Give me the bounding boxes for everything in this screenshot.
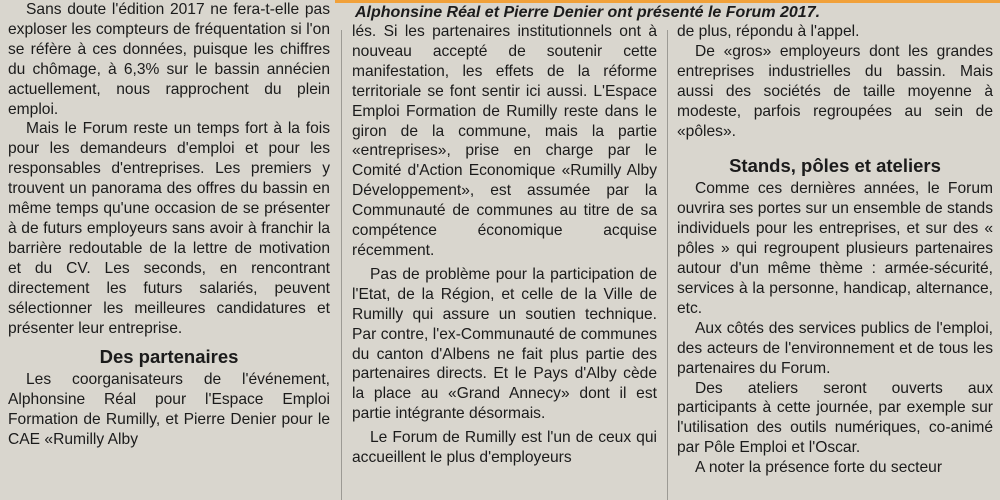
paragraph: Le Forum de Rumilly est l'un de ceux qui accueillent le plus d'employeurs (352, 429, 657, 467)
paragraph: Mais le Forum reste un temps fort à la fois pour les demandeurs d'emploi et pour les responsables d'entreprises. Les premiers y trouvent un panorama des offres du bassin en même temps qu'une occasion de se présenter à de futurs employeurs sans avoir à franchir la barrière redoutable de la lettre de motivation et du CV. Les seconds, en rencontrant directement les futurs salariés, peuvent sélectionner les meilleures candidatures et présenter leur entreprise. (8, 120, 330, 337)
paragraph: Des ateliers seront ouverts aux participants à cette journée, par exemple sur l'utilisation des outils numériques, co-animé par Pôle Emploi et l'Oscar. (677, 379, 993, 457)
paragraph: Comme ces dernières années, le Forum ouvrira ses portes sur un ensemble de stands individuels pour les entreprises, et sur des « pôles » qui regroupent plusieurs partenaires autour d'un même thème : armée-sécurité, services à la personne, handicap, alternance, etc. (677, 180, 993, 317)
photo-bottom-edge (335, 0, 1000, 3)
section-heading: Stands, pôles et ateliers (729, 155, 941, 177)
paragraph: Les coorganisateurs de l'événement, Alphonsine Réal pour l'Espace Emploi Formation de Rumilly, et Pierre Denier pour le CAE «Rumilly Alby (8, 371, 330, 449)
paragraph: lés. Si les partenaires institutionnels ont à nouveau accepté de soutenir cette manifestation, les effets de la réforme territoriale se font sentir ici aussi. L'Espace Emploi Formation de Rumilly reste dans le giron de la commune, mais la partie «entreprises», prise en charge par le Comité d'Action Economique «Rumilly Alby Développement», est assumée par la Communauté de communes au titre de sa compétence économique acquise récemment. (352, 23, 657, 259)
paragraph: De «gros» employeurs dont les grandes entreprises industrielles du bassin. Mais aussi des sociétés de taille moyenne à modeste, parfois regroupées au sein de «pôles». (677, 42, 993, 140)
article-column-3 (677, 22, 993, 478)
section-heading: Des partenaires (99, 346, 239, 368)
column-separator (667, 30, 668, 500)
column-separator (341, 30, 342, 500)
paragraph: de plus, répondu à l'appel. (677, 23, 860, 40)
article-column-1 (8, 0, 330, 450)
paragraph: Pas de problème pour la participation de l'Etat, de la Région, et celle de la Ville de Rumilly qui assure un soutien technique. Par contre, l'ex-Communauté de communes du canton d'Albens ne fait plus partie des partenaires directs. Et le Pays d'Alby cède la place au «Grand Annecy» dont il est partie intégrante désormais. (352, 265, 657, 423)
paragraph: Aux côtés des services publics de l'emploi, des acteurs de l'environnement et de tous les partenaires du Forum. (677, 319, 993, 377)
photo-caption: Alphonsine Réal et Pierre Denier ont présenté le Forum 2017. (355, 4, 821, 21)
paragraph: Sans doute l'édition 2017 ne fera-t-elle pas exploser les compteurs de fréquentation si l'on se réfère à ces données, puisque les chiffres du chômage, à 6,3% sur le bassin annécien actuellement, nous rapprochent du plein emploi. (8, 1, 330, 118)
article-column-2 (352, 22, 657, 468)
paragraph: A noter la présence forte du secteur (695, 459, 943, 477)
